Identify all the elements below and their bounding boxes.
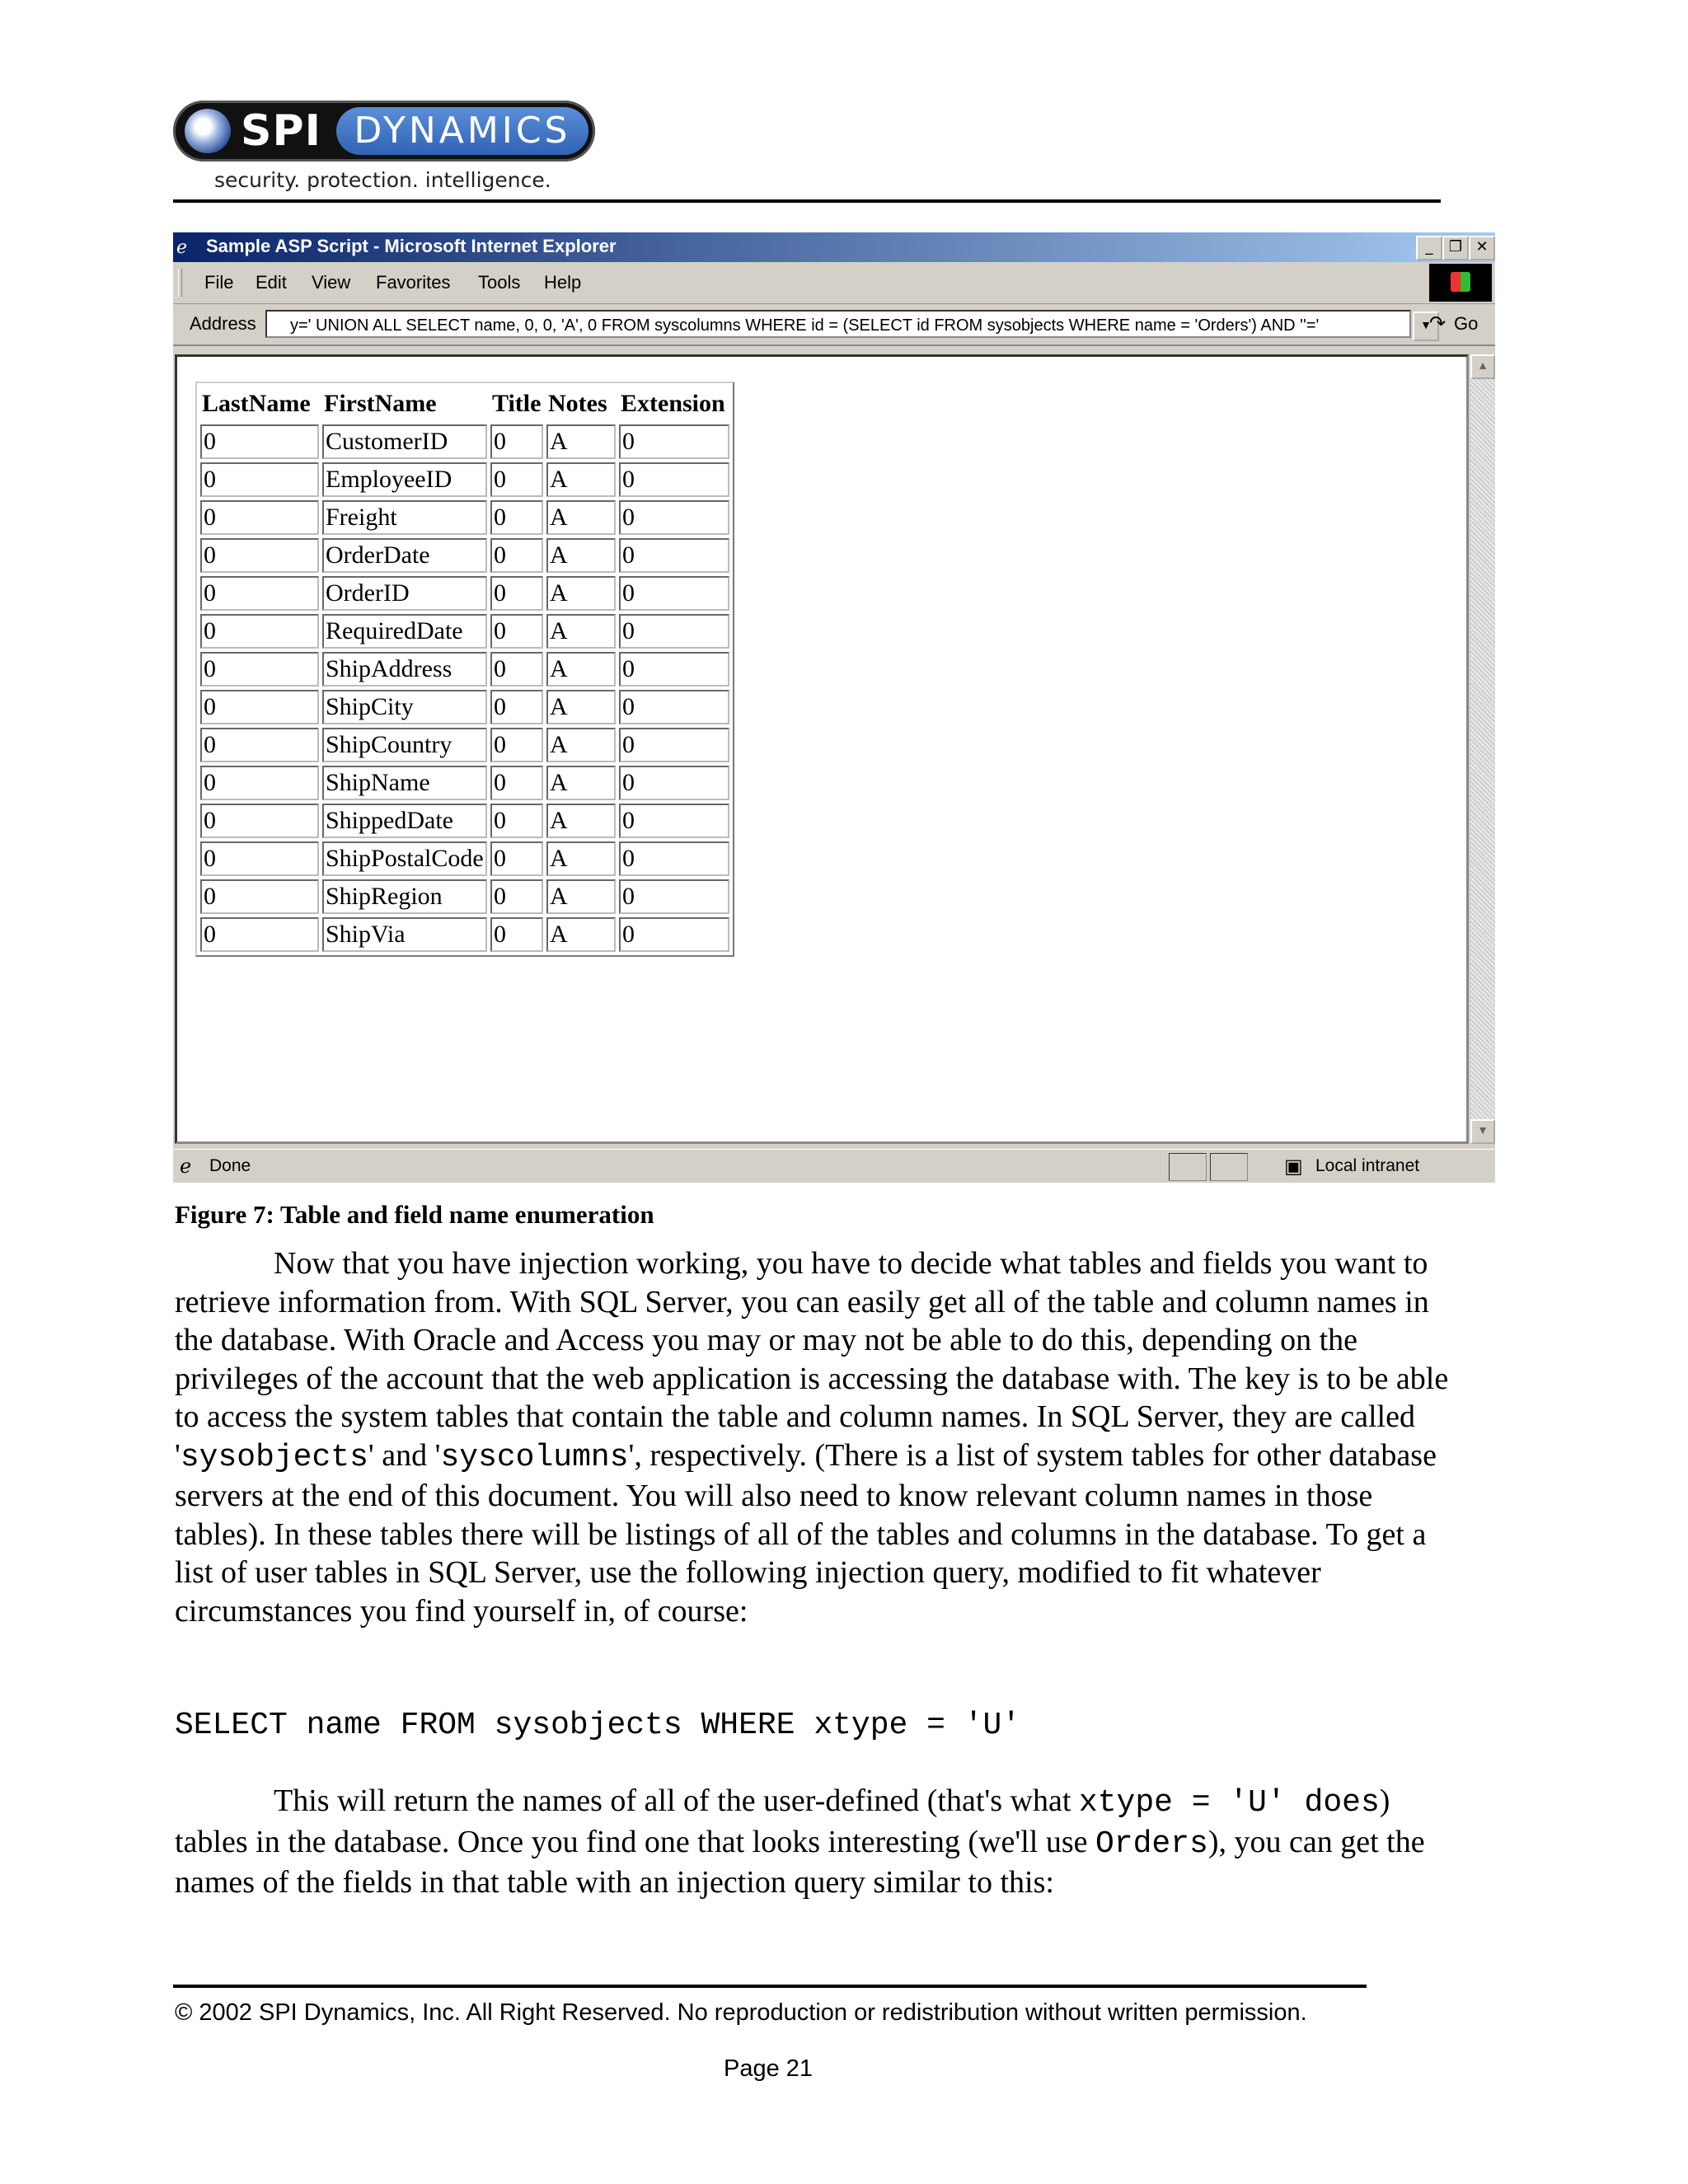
status-bar [173, 1149, 1495, 1183]
table-cell: 0 [490, 614, 543, 649]
toolbar-grip[interactable] [178, 269, 182, 297]
table-cell: 0 [200, 424, 319, 459]
table-cell: A [546, 690, 616, 724]
window-title: Sample ASP Script - Microsoft Internet Explorer [206, 236, 617, 256]
column-header: Extension [621, 390, 725, 417]
table-row [200, 576, 729, 611]
table-row [200, 690, 729, 724]
table-cell: ShipName [322, 766, 487, 800]
go-button[interactable] [1429, 313, 1478, 335]
go-arrow-icon: ↷ [1429, 312, 1447, 335]
body-paragraph [175, 1782, 1461, 1902]
table-cell: 0 [200, 804, 319, 838]
scroll-down-button[interactable]: ▼ [1470, 1119, 1495, 1144]
table-cell: 0 [200, 538, 319, 573]
status-text: Done [209, 1156, 251, 1175]
scroll-up-button[interactable]: ▲ [1470, 354, 1495, 379]
table-row [200, 917, 729, 952]
table-cell: A [546, 424, 616, 459]
results-table [195, 382, 734, 957]
table-cell: A [546, 462, 616, 497]
table-cell: 0 [490, 462, 543, 497]
table-cell: ShipPostalCode [322, 841, 487, 876]
table-cell: 0 [490, 538, 543, 573]
table-body [200, 424, 729, 952]
table-cell: ShipAddress [322, 652, 487, 687]
table-cell: 0 [619, 614, 729, 649]
table-header-row [200, 387, 729, 421]
table-cell: RequiredDate [322, 614, 487, 649]
globe-icon [185, 109, 231, 153]
table-cell: 0 [619, 728, 729, 762]
table-row [200, 728, 729, 762]
table-cell: OrderDate [322, 538, 487, 573]
table-row [200, 804, 729, 838]
logo-product: DYNAMICS [336, 107, 588, 155]
table-cell: 0 [200, 652, 319, 687]
table-row [200, 652, 729, 687]
zone-label: Local intranet [1315, 1156, 1420, 1175]
table-cell: A [546, 652, 616, 687]
table-cell: A [546, 614, 616, 649]
paragraph-text: ), you can get the names of the fields in that table with an injection query similar to this: [175, 1824, 1425, 1900]
table-cell: 0 [200, 766, 319, 800]
table-cell: A [546, 804, 616, 838]
table-cell: 0 [619, 804, 729, 838]
table-cell: 0 [490, 576, 543, 611]
table-cell: 0 [490, 424, 543, 459]
table-row [200, 879, 729, 914]
table-cell: OrderID [322, 576, 487, 611]
table-cell: A [546, 728, 616, 762]
table-cell: CustomerID [322, 424, 487, 459]
table-cell: Freight [322, 500, 487, 535]
table-cell: 0 [619, 500, 729, 535]
footer-divider [173, 1985, 1367, 1988]
table-cell: 0 [619, 576, 729, 611]
table-cell: 0 [619, 652, 729, 687]
menu-favorites[interactable]: Favorites [376, 272, 451, 293]
table-cell: 0 [200, 576, 319, 611]
minimize-button[interactable]: _ [1416, 236, 1442, 260]
menu-view[interactable]: View [312, 272, 351, 293]
table-cell: 0 [490, 728, 543, 762]
table-row [200, 424, 729, 459]
inline-code: sysobjects [180, 1439, 368, 1475]
table-cell: 0 [200, 841, 319, 876]
page-number: Page 21 [724, 2055, 814, 2082]
go-label: Go [1454, 313, 1479, 334]
header-divider [173, 199, 1441, 203]
table-cell: 0 [619, 538, 729, 573]
table-cell: 0 [490, 917, 543, 952]
table-cell: 0 [200, 917, 319, 952]
logo-brand: SPI [241, 106, 321, 156]
inline-code: Orders [1095, 1825, 1208, 1862]
table-cell: ShipVia [322, 917, 487, 952]
page-content [175, 354, 1469, 1144]
table-cell: A [546, 538, 616, 573]
security-zone [1282, 1156, 1419, 1176]
intranet-icon: ▣ [1284, 1155, 1303, 1178]
table-cell: 0 [200, 690, 319, 724]
ie-logo-icon: ℯ [176, 237, 188, 257]
table-cell: 0 [619, 690, 729, 724]
menu-bar [173, 262, 1495, 304]
menu-file[interactable]: File [204, 272, 234, 293]
table-cell: 0 [200, 879, 319, 914]
windows-logo-icon [1429, 264, 1492, 302]
table-cell: A [546, 500, 616, 535]
table-cell: 0 [619, 841, 729, 876]
column-header: LastName [202, 390, 311, 417]
paragraph-text: ' and ' [368, 1437, 441, 1473]
table-row [200, 462, 729, 497]
table-cell: A [546, 841, 616, 876]
table-cell: 0 [490, 879, 543, 914]
menu-tools[interactable]: Tools [478, 272, 521, 293]
table-cell: A [546, 879, 616, 914]
table-row [200, 500, 729, 535]
table-cell: ShipCountry [322, 728, 487, 762]
table-cell: 0 [619, 462, 729, 497]
inline-code: syscolumns [440, 1439, 629, 1475]
table-cell: 0 [490, 500, 543, 535]
column-header: Notes [548, 390, 607, 417]
body-paragraph [175, 1244, 1461, 1630]
status-pane [1210, 1153, 1248, 1181]
table-cell: EmployeeID [322, 462, 487, 497]
copyright-notice: © 2002 SPI Dynamics, Inc. All Right Reserved. No reproduction or redistribution without written permission. [175, 1999, 1307, 2026]
code-sample: SELECT name FROM sysobjects WHERE xtype = 'U' [175, 1708, 1021, 1743]
table-cell: A [546, 576, 616, 611]
table-cell: 0 [200, 500, 319, 535]
table-cell: 0 [490, 804, 543, 838]
table-row [200, 766, 729, 800]
table-cell: 0 [200, 614, 319, 649]
menu-help[interactable]: Help [544, 272, 582, 293]
paragraph-text: Now that you have injection working, you have to decide what tables and fields you want to retrieve information from. With SQL Server, you can easily get all of the table and column names in the database. With Oracle and Access you may or may not be able to do this, depending on the privileges of the account that the web application is accessing the database with. The key is to be able to access the system tables that contain the table and column names. In SQL Server, they are called ' [175, 1246, 1449, 1473]
menu-edit[interactable]: Edit [256, 272, 287, 293]
figure-caption: Figure 7: Table and field name enumeration [175, 1200, 654, 1229]
table-cell: 0 [490, 652, 543, 687]
page-done-icon: ℯ [180, 1156, 192, 1178]
table-cell: 0 [619, 424, 729, 459]
table-cell: A [546, 766, 616, 800]
inline-code: xtype = 'U' does [1078, 1785, 1380, 1821]
close-button[interactable]: ✕ [1469, 236, 1495, 260]
paragraph-text: This will return the names of all of the user-defined (that's what [274, 1783, 1079, 1818]
address-input[interactable]: y=' UNION ALL SELECT name, 0, 0, 'A', 0 FROM syscolumns WHERE id = (SELECT id FROM sysobjects WHERE name = 'Orders') AND ''=' [265, 310, 1411, 338]
table-cell: 0 [490, 766, 543, 800]
table-row [200, 538, 729, 573]
title-bar [173, 232, 1495, 262]
table-cell: 0 [200, 728, 319, 762]
browser-window [173, 232, 1495, 1182]
address-bar [173, 305, 1495, 346]
column-header: FirstName [324, 390, 437, 417]
table-cell: 0 [200, 462, 319, 497]
table-cell: ShippedDate [322, 804, 487, 838]
column-header: Title [492, 390, 542, 417]
table-cell: A [546, 917, 616, 952]
table-cell: ShipRegion [322, 879, 487, 914]
table-cell: 0 [490, 690, 543, 724]
paragraph-text: ) tables in the database. Once you find one that looks interesting (we'll use [175, 1783, 1390, 1859]
spi-dynamics-logo [173, 101, 595, 196]
paragraph-text: ', respectively. (There is a list of system tables for other database servers at the end of this document. You will also need to know relevant column names in those tables). In these tables there will be listings of all of the tables and columns in the database. To get a list of user tables in SQL Server, use the following injection query, modified to fit whatever circumstances you find yourself in, of course: [175, 1437, 1437, 1629]
table-cell: 0 [490, 841, 543, 876]
address-label: Address [190, 313, 256, 334]
address-dropdown-button[interactable]: ▼ [1413, 312, 1439, 341]
status-pane [1169, 1153, 1207, 1181]
table-cell: 0 [619, 879, 729, 914]
table-cell: 0 [619, 766, 729, 800]
vertical-scrollbar[interactable] [1470, 354, 1495, 1144]
table-cell: ShipCity [322, 690, 487, 724]
logo-tagline: security. protection. intelligence. [214, 168, 551, 192]
restore-button[interactable]: ❐ [1442, 236, 1469, 260]
table-row [200, 841, 729, 876]
table-cell: 0 [619, 917, 729, 952]
table-row [200, 614, 729, 649]
